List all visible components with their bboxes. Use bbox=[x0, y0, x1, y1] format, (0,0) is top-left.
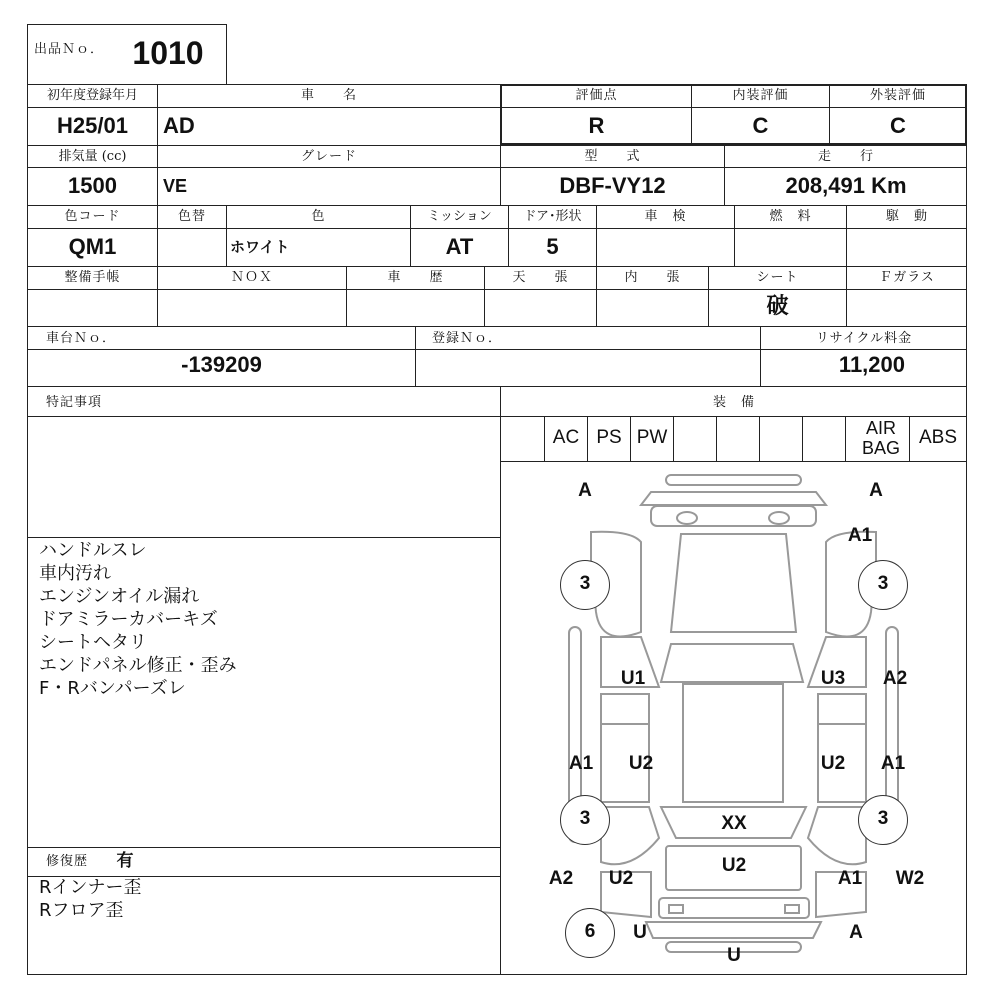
damage-rear-right-panel: A1 bbox=[837, 868, 863, 889]
note-line: エンジンオイル漏れ bbox=[39, 586, 200, 607]
note-line: エンドパネル修正・歪み bbox=[39, 655, 237, 676]
damage-rear-right-fender: 3 bbox=[858, 795, 908, 845]
door-label: ドア･形状 bbox=[523, 209, 582, 224]
repair-history-value: 有 bbox=[116, 851, 134, 871]
model-value: DBF-VY12 bbox=[559, 173, 666, 198]
color-change-value bbox=[158, 229, 226, 265]
score-label: 評価点 bbox=[575, 88, 618, 103]
note-line: 車内汚れ bbox=[39, 563, 111, 584]
repair-line: Rインナー歪 bbox=[39, 877, 142, 898]
damage-rear-wheel: 6 bbox=[565, 908, 615, 958]
reg-date-value: H25/01 bbox=[57, 113, 128, 138]
damage-roof-rear: XX bbox=[721, 813, 747, 834]
registration-no-label: 登録Ｎｏ． bbox=[432, 331, 503, 346]
damage-rear-right: A bbox=[849, 922, 863, 943]
door-value: 5 bbox=[546, 234, 559, 259]
damage-rear-left-panel: U2 bbox=[608, 868, 634, 889]
equipment-slot bbox=[501, 416, 544, 460]
equipment-slot bbox=[803, 416, 845, 460]
exterior-label: 外装評価 bbox=[869, 88, 926, 103]
equipment-ac: AC bbox=[552, 427, 580, 448]
recycle-fee-label: リサイクル料金 bbox=[815, 331, 913, 346]
seat-value: 破 bbox=[766, 294, 789, 319]
car-name-value: AD bbox=[163, 113, 195, 138]
history-label: 車 歴 bbox=[387, 270, 444, 285]
car-name-label: 車 名 bbox=[300, 88, 357, 103]
interior-trim-label: 内 張 bbox=[624, 270, 681, 285]
color-code-label: 色コード bbox=[64, 209, 121, 224]
roof-lining-label: 天 張 bbox=[512, 270, 569, 285]
damage-left-rocker: A1 bbox=[568, 753, 594, 774]
damage-front-left: A bbox=[578, 480, 592, 501]
mission-value: AT bbox=[445, 234, 474, 259]
inspection-label: 車 検 bbox=[644, 209, 687, 224]
mission-label: ミッション bbox=[427, 209, 492, 224]
damage-rear-left-fender: 3 bbox=[560, 795, 610, 845]
maintenance-record-label: 整備手帳 bbox=[64, 270, 121, 285]
note-line: ハンドルスレ bbox=[39, 540, 147, 561]
displacement-value: 1500 bbox=[68, 173, 117, 198]
displacement-label: 排気量 (cc) bbox=[58, 149, 127, 164]
equipment-abs: ABS bbox=[918, 427, 958, 448]
front-glass-label: Ｆガラス bbox=[879, 270, 935, 285]
note-line: ドアミラーカバーキズ bbox=[39, 609, 218, 630]
grade-label: グレード bbox=[300, 149, 357, 164]
damage-rear-right-quarter: W2 bbox=[895, 868, 925, 889]
equipment-pw: PW bbox=[636, 427, 668, 448]
damage-front-right-fender: 3 bbox=[858, 560, 908, 610]
reg-date-label: 初年度登録年月 bbox=[46, 88, 138, 103]
color-label: 色 bbox=[311, 209, 326, 224]
fuel-label: 燃 料 bbox=[769, 209, 812, 224]
chassis-no-label: 車台Ｎｏ． bbox=[46, 331, 117, 346]
equipment-label: 装 備 bbox=[712, 395, 755, 410]
drive-label: 駆 動 bbox=[885, 209, 928, 224]
nox-label: ＮＯＸ bbox=[230, 270, 273, 285]
equipment-airbag: AIR BAG bbox=[861, 418, 900, 458]
damage-right-rocker: A1 bbox=[880, 753, 906, 774]
exterior-value: C bbox=[890, 113, 906, 138]
damage-rear-bumper-left: U bbox=[633, 922, 647, 943]
color-change-label: 色替 bbox=[177, 209, 206, 224]
repair-history-label: 修復歴 bbox=[46, 854, 89, 869]
damage-tailgate: U2 bbox=[721, 855, 747, 876]
interior-label: 内装評価 bbox=[732, 88, 789, 103]
equipment-ps: PS bbox=[596, 427, 622, 448]
fuel-value bbox=[735, 229, 846, 265]
note-line: シートヘタリ bbox=[39, 632, 147, 653]
score-value: R bbox=[588, 113, 605, 138]
note-line: F・Rバンパーズレ bbox=[39, 678, 186, 699]
mileage-value: 208,491 Km bbox=[785, 173, 907, 198]
equipment-slot bbox=[760, 416, 802, 460]
grade-value: VE bbox=[163, 176, 188, 196]
chassis-no-value: -139209 bbox=[181, 352, 262, 377]
equipment-slot bbox=[674, 416, 716, 460]
damage-rear-left-quarter: A2 bbox=[548, 868, 574, 889]
notes-list bbox=[39, 539, 494, 700]
seat-label: シート bbox=[756, 270, 799, 285]
damage-right-rear-door: U2 bbox=[820, 753, 846, 774]
lot-label: 出品Ｎｏ． bbox=[34, 42, 105, 57]
damage-rear-bumper: U bbox=[727, 945, 741, 966]
inspection-value bbox=[597, 229, 734, 265]
mileage-label: 走 行 bbox=[817, 149, 874, 164]
damage-front-left-fender: 3 bbox=[560, 560, 610, 610]
repair-list bbox=[39, 876, 494, 922]
damage-front-right: A bbox=[869, 480, 883, 501]
color-value: ホワイト bbox=[230, 238, 290, 256]
drive-value bbox=[847, 229, 967, 265]
interior-value: C bbox=[752, 113, 769, 138]
color-code-value: QM1 bbox=[68, 234, 117, 259]
damage-right-front-door: U3 bbox=[820, 668, 846, 689]
equipment-slot bbox=[717, 416, 759, 460]
damage-right-side: A2 bbox=[882, 668, 908, 689]
lot-number: 1010 bbox=[132, 35, 204, 71]
damage-hood-right: A1 bbox=[847, 525, 873, 546]
car-diagram bbox=[501, 462, 966, 974]
damage-left-rear-door: U2 bbox=[628, 753, 654, 774]
damage-left-front-door: U1 bbox=[620, 668, 646, 689]
repair-line: Rフロア歪 bbox=[39, 900, 124, 921]
notes-label: 特記事項 bbox=[46, 395, 103, 410]
recycle-fee-value: 11,200 bbox=[838, 352, 905, 377]
model-label: 型 式 bbox=[584, 149, 641, 164]
